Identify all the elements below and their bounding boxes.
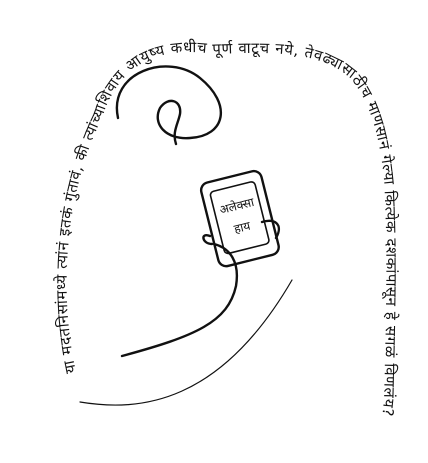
phone-screen-line-2: हाय [232, 218, 252, 237]
calligram-text-path: या मदतनिसांमध्ये त्यांनं इतकं गुंतावं, की त्यांच्याशिवाय आयुष्य कधीच पूर्ण वाटूच नये, तेवढ्यासाठीच माणसानं गेल्या कित्येक दशकांपासून हे सगळं विणलंय? [52, 38, 401, 418]
calligram-text [53, 38, 401, 418]
head-outline [117, 66, 221, 144]
phone-screen-line-1: अलेक्सा [218, 194, 256, 218]
phone [199, 169, 280, 267]
phone-screen [210, 181, 270, 254]
body-baseline [80, 280, 292, 405]
